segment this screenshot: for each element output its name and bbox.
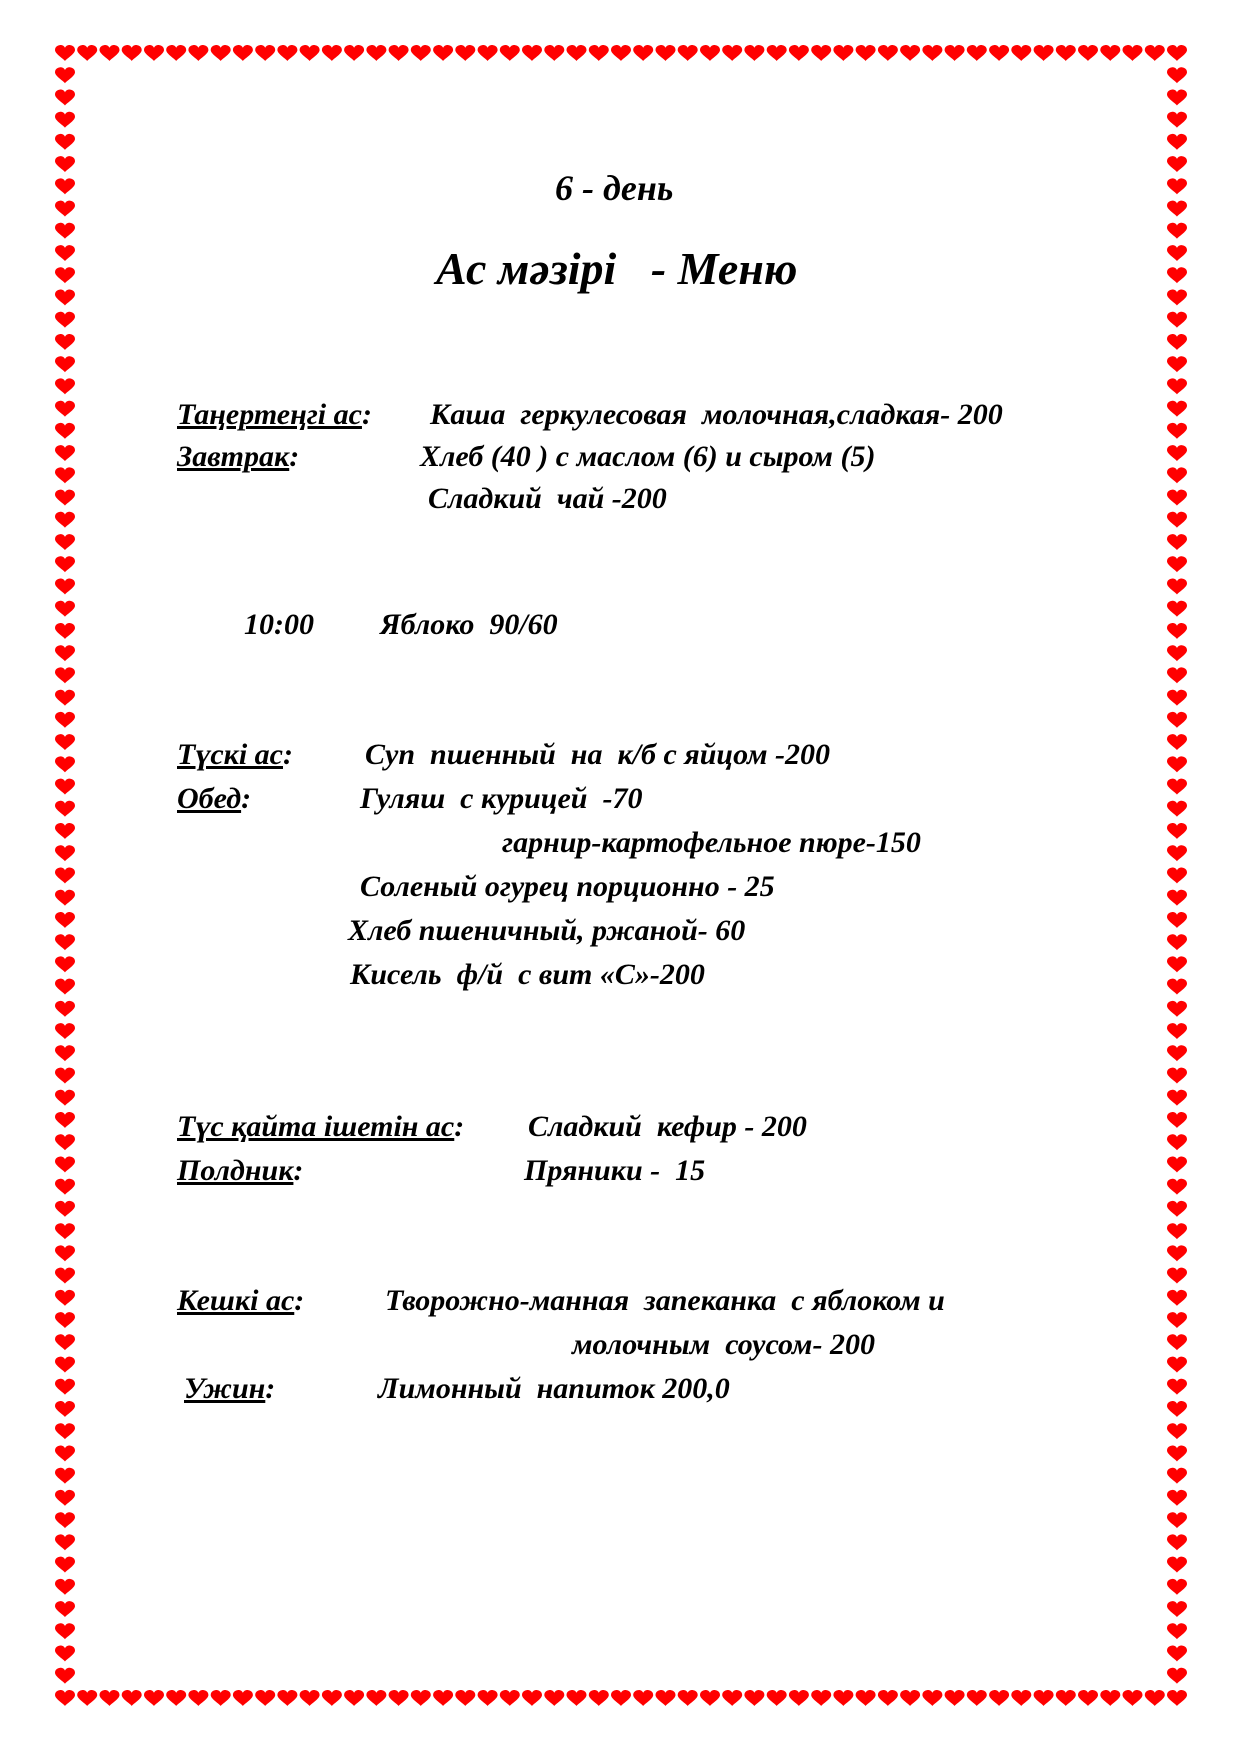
heart-icon (1167, 1557, 1187, 1573)
heart-icon (55, 979, 75, 995)
afternoon-item-1: Сладкий кефир - 200 (528, 1110, 807, 1143)
heart-icon (55, 1690, 75, 1706)
heart-icon (900, 45, 920, 61)
heart-icon (1167, 1490, 1187, 1506)
heart-icon (55, 290, 75, 306)
heart-icon (433, 1690, 453, 1706)
heart-icon (55, 512, 75, 528)
heart-icon (811, 45, 831, 61)
heart-icon (55, 734, 75, 750)
heart-icon (833, 45, 853, 61)
heart-icon (389, 45, 409, 61)
heart-icon (55, 201, 75, 217)
heart-icon (1167, 512, 1187, 528)
heart-icon (55, 690, 75, 706)
heart-icon (55, 934, 75, 950)
heart-icon (1167, 90, 1187, 106)
heart-icon (166, 1690, 186, 1706)
heart-icon (55, 712, 75, 728)
heart-icon (1145, 1690, 1165, 1706)
heart-icon (1100, 45, 1120, 61)
heart-icon (1167, 112, 1187, 128)
heart-icon (1123, 45, 1143, 61)
heart-icon (144, 1690, 164, 1706)
heart-icon (55, 223, 75, 239)
lunch-item-3: гарнир-картофельное пюре-150 (502, 826, 921, 859)
heart-icon (322, 45, 342, 61)
heart-icon (55, 1579, 75, 1595)
heart-icon (1100, 1690, 1120, 1706)
heart-icon (1167, 779, 1187, 795)
heart-icon (789, 1690, 809, 1706)
dinner-label-ru: Ужин: (184, 1372, 276, 1405)
heart-icon (1167, 401, 1187, 417)
heart-icon (1167, 290, 1187, 306)
heart-icon (55, 623, 75, 639)
heart-icon (55, 356, 75, 372)
heart-icon (1167, 490, 1187, 506)
heart-icon (500, 1690, 520, 1706)
heart-icon (55, 779, 75, 795)
snack-item: Яблоко 90/60 (380, 608, 558, 641)
heart-icon (1167, 712, 1187, 728)
heart-icon (55, 801, 75, 817)
heart-icon (55, 1446, 75, 1462)
heart-icon (55, 1534, 75, 1550)
heart-icon (55, 1646, 75, 1662)
heart-icon (77, 45, 97, 61)
heart-icon (989, 45, 1009, 61)
heart-icon (1167, 690, 1187, 706)
heart-icon (55, 401, 75, 417)
heart-icon (55, 1045, 75, 1061)
heart-icon (1167, 445, 1187, 461)
lunch-label-kz: Түскі ас: (177, 738, 293, 771)
dinner-item-1: Творожно-манная запеканка с яблоком и (385, 1284, 945, 1317)
breakfast-item-1: Каша геркулесовая молочная,сладкая- 200 (430, 398, 1003, 431)
heart-icon (55, 1490, 75, 1506)
heart-icon (55, 1245, 75, 1261)
heart-icon (589, 1690, 609, 1706)
heart-icon (366, 45, 386, 61)
heart-icon (100, 45, 120, 61)
heart-icon (1145, 45, 1165, 61)
heart-icon (188, 1690, 208, 1706)
heart-icon (633, 1690, 653, 1706)
lunch-item-1: Суп пшенный на к/б с яйцом -200 (365, 738, 831, 771)
heart-icon (1167, 1001, 1187, 1017)
heart-icon (55, 245, 75, 261)
heart-icon (1167, 67, 1187, 83)
heart-icon (433, 45, 453, 61)
heart-icon (1167, 956, 1187, 972)
heart-icon (967, 1690, 987, 1706)
heart-icon (411, 45, 431, 61)
heart-icon (55, 1623, 75, 1639)
heart-icon (1167, 1446, 1187, 1462)
heart-icon (233, 45, 253, 61)
heart-icon (55, 267, 75, 283)
heart-icon (55, 1379, 75, 1395)
heart-icon (233, 1690, 253, 1706)
lunch-item-4: Соленый огурец порционно - 25 (360, 870, 775, 903)
heart-icon (55, 601, 75, 617)
heart-icon (100, 1690, 120, 1706)
heart-icon (967, 45, 987, 61)
heart-icon (1167, 623, 1187, 639)
heart-icon (1167, 1179, 1187, 1195)
heart-icon (344, 45, 364, 61)
heart-icon (455, 45, 475, 61)
heart-icon (122, 1690, 142, 1706)
heart-icon (55, 756, 75, 772)
heart-icon (1011, 1690, 1031, 1706)
heart-icon (55, 845, 75, 861)
heart-icon (55, 1090, 75, 1106)
heart-icon (656, 45, 676, 61)
lunch-item-5: Хлеб пшеничный, ржаной- 60 (348, 914, 746, 947)
heart-icon (55, 823, 75, 839)
heart-icon (55, 579, 75, 595)
heart-icon (211, 45, 231, 61)
heart-icon (55, 334, 75, 350)
heart-icon (656, 1690, 676, 1706)
heart-icon (1167, 134, 1187, 150)
breakfast-label-ru: Завтрак: (177, 440, 300, 473)
heart-icon (811, 1690, 831, 1706)
heart-icon (900, 1690, 920, 1706)
heart-icon (1167, 534, 1187, 550)
heart-icon (1167, 645, 1187, 661)
afternoon-item-2: Пряники - 15 (524, 1154, 706, 1187)
heart-icon (55, 556, 75, 572)
heart-icon (1167, 1423, 1187, 1439)
heart-icon (55, 1023, 75, 1039)
breakfast-label-kz: Таңертеңгі ас: (177, 398, 372, 431)
heart-icon (55, 467, 75, 483)
heart-icon (1167, 1534, 1187, 1550)
heart-icon (1167, 1068, 1187, 1084)
heart-icon (55, 156, 75, 172)
heart-icon (300, 45, 320, 61)
heart-icon (55, 912, 75, 928)
heart-icon (1011, 45, 1031, 61)
heart-icon (55, 1512, 75, 1528)
menu-title: Ас мәзірі - Меню (436, 243, 798, 294)
heart-icon (478, 45, 498, 61)
heart-icon (544, 45, 564, 61)
dinner-item-3: Лимонный напиток 200,0 (378, 1372, 730, 1405)
heart-icon (1167, 890, 1187, 906)
heart-icon (55, 45, 75, 61)
heart-icon (55, 1401, 75, 1417)
heart-icon (1167, 1268, 1187, 1284)
heart-icon (55, 112, 75, 128)
heart-icon (567, 45, 587, 61)
heart-icon (1167, 601, 1187, 617)
heart-icon (1123, 1690, 1143, 1706)
heart-icon (722, 1690, 742, 1706)
heart-icon (1167, 1312, 1187, 1328)
heart-icon (522, 1690, 542, 1706)
heart-icon (55, 1312, 75, 1328)
heart-icon (1167, 1623, 1187, 1639)
heart-icon (1167, 156, 1187, 172)
heart-icon (1167, 756, 1187, 772)
heart-icon (856, 1690, 876, 1706)
heart-icon (55, 445, 75, 461)
heart-icon (55, 1223, 75, 1239)
heart-icon (567, 1690, 587, 1706)
heart-icon (1167, 801, 1187, 817)
heart-icon (55, 1134, 75, 1150)
heart-icon (922, 45, 942, 61)
lunch-label-ru: Обед: (177, 782, 252, 815)
heart-icon (1167, 1245, 1187, 1261)
heart-icon (1167, 201, 1187, 217)
heart-icon (277, 1690, 297, 1706)
heart-icon (55, 1668, 75, 1684)
dinner-item-2: молочным соусом- 200 (572, 1328, 875, 1361)
heart-icon (1167, 868, 1187, 884)
heart-icon (55, 1334, 75, 1350)
heart-icon (1167, 312, 1187, 328)
breakfast-item-3: Сладкий чай -200 (428, 482, 667, 515)
heart-icon (1034, 45, 1054, 61)
heart-icon (1056, 45, 1076, 61)
heart-icon (55, 312, 75, 328)
lunch-item-6: Кисель ф/й с вит «С»-200 (350, 958, 705, 991)
heart-icon (1167, 1379, 1187, 1395)
heart-icon (144, 45, 164, 61)
heart-icon (411, 1690, 431, 1706)
heart-icon (589, 45, 609, 61)
heart-icon (1167, 467, 1187, 483)
heart-icon (55, 1201, 75, 1217)
heart-icon (1167, 45, 1187, 61)
heart-icon (1167, 1579, 1187, 1595)
heart-icon (366, 1690, 386, 1706)
heart-icon (1167, 1646, 1187, 1662)
heart-icon (188, 45, 208, 61)
heart-icon (55, 1423, 75, 1439)
heart-icon (1167, 1201, 1187, 1217)
heart-icon (322, 1690, 342, 1706)
heart-icon (55, 1001, 75, 1017)
heart-icon (55, 868, 75, 884)
heart-icon (1167, 1690, 1187, 1706)
afternoon-label-kz: Түс қайта ішетін ас: (177, 1110, 465, 1143)
heart-icon (1167, 734, 1187, 750)
heart-icon (544, 1690, 564, 1706)
heart-icon (1167, 1668, 1187, 1684)
heart-icon (611, 45, 631, 61)
heart-icon (55, 1068, 75, 1084)
heart-icon (878, 1690, 898, 1706)
heart-icon (1167, 1401, 1187, 1417)
heart-icon (1167, 934, 1187, 950)
heart-icon (55, 423, 75, 439)
heart-icon (522, 45, 542, 61)
heart-icon (1078, 45, 1098, 61)
heart-icon (1167, 1468, 1187, 1484)
heart-icon (1167, 579, 1187, 595)
heart-icon (55, 956, 75, 972)
heart-icon (55, 490, 75, 506)
heart-icon (455, 1690, 475, 1706)
lunch-item-2: Гуляш с курицей -70 (360, 782, 643, 815)
heart-icon (1167, 334, 1187, 350)
dinner-label-kz: Кешкі ас: (177, 1284, 305, 1317)
heart-icon (55, 645, 75, 661)
heart-icon (945, 1690, 965, 1706)
heart-icon (300, 1690, 320, 1706)
heart-icon (1167, 556, 1187, 572)
heart-icon (633, 45, 653, 61)
heart-icon (878, 45, 898, 61)
heart-icon (744, 45, 764, 61)
heart-icon (55, 1468, 75, 1484)
heart-icon (1167, 1601, 1187, 1617)
heart-icon (478, 1690, 498, 1706)
heart-icon (500, 45, 520, 61)
breakfast-item-2: Хлеб (40 ) с маслом (6) и сыром (5) (420, 440, 876, 473)
heart-icon (77, 1690, 97, 1706)
heart-icon (678, 45, 698, 61)
heart-icon (55, 378, 75, 394)
heart-icon (1034, 1690, 1054, 1706)
heart-icon (1167, 267, 1187, 283)
heart-icon (166, 45, 186, 61)
heart-icon (700, 45, 720, 61)
heart-icon (767, 1690, 787, 1706)
heart-icon (945, 45, 965, 61)
snack-time: 10:00 (244, 608, 314, 641)
heart-icon (1167, 823, 1187, 839)
day-label: 6 - день (555, 168, 674, 208)
heart-icon (1167, 667, 1187, 683)
heart-icon (1167, 245, 1187, 261)
heart-icon (1167, 1512, 1187, 1528)
heart-icon (55, 1601, 75, 1617)
heart-icon (344, 1690, 364, 1706)
heart-icon (55, 890, 75, 906)
heart-icon (1167, 1134, 1187, 1150)
heart-icon (1167, 1090, 1187, 1106)
heart-icon (55, 67, 75, 83)
heart-icon (1167, 1357, 1187, 1373)
heart-icon (1167, 1023, 1187, 1039)
heart-icon (611, 1690, 631, 1706)
heart-icon (789, 45, 809, 61)
heart-icon (1167, 912, 1187, 928)
heart-icon (55, 1290, 75, 1306)
heart-icon (211, 1690, 231, 1706)
heart-icon (1167, 1045, 1187, 1061)
heart-icon (277, 45, 297, 61)
heart-icon (856, 45, 876, 61)
heart-icon (55, 534, 75, 550)
heart-icon (255, 1690, 275, 1706)
afternoon-label-ru: Полдник: (177, 1154, 304, 1187)
heart-icon (1167, 1334, 1187, 1350)
heart-icon (55, 1557, 75, 1573)
heart-icon (1078, 1690, 1098, 1706)
heart-icon (678, 1690, 698, 1706)
heart-icon (767, 45, 787, 61)
heart-icon (55, 178, 75, 194)
heart-icon (1167, 223, 1187, 239)
heart-icon (55, 134, 75, 150)
heart-icon (1167, 423, 1187, 439)
heart-icon (1167, 1157, 1187, 1173)
heart-icon (1167, 979, 1187, 995)
heart-icon (55, 1357, 75, 1373)
heart-icon (389, 1690, 409, 1706)
heart-icon (700, 1690, 720, 1706)
heart-icon (55, 667, 75, 683)
heart-icon (922, 1690, 942, 1706)
heart-icon (1167, 1223, 1187, 1239)
heart-icon (55, 90, 75, 106)
heart-icon (55, 1179, 75, 1195)
heart-icon (55, 1112, 75, 1128)
heart-icon (833, 1690, 853, 1706)
heart-icon (1167, 1112, 1187, 1128)
heart-icon (255, 45, 275, 61)
heart-icon (1056, 1690, 1076, 1706)
heart-icon (1167, 845, 1187, 861)
heart-icon (744, 1690, 764, 1706)
heart-icon (1167, 1290, 1187, 1306)
heart-icon (1167, 178, 1187, 194)
heart-icon (1167, 378, 1187, 394)
heart-icon (722, 45, 742, 61)
heart-icon (989, 1690, 1009, 1706)
heart-icon (55, 1268, 75, 1284)
heart-icon (122, 45, 142, 61)
heart-icon (55, 1157, 75, 1173)
heart-icon (1167, 356, 1187, 372)
